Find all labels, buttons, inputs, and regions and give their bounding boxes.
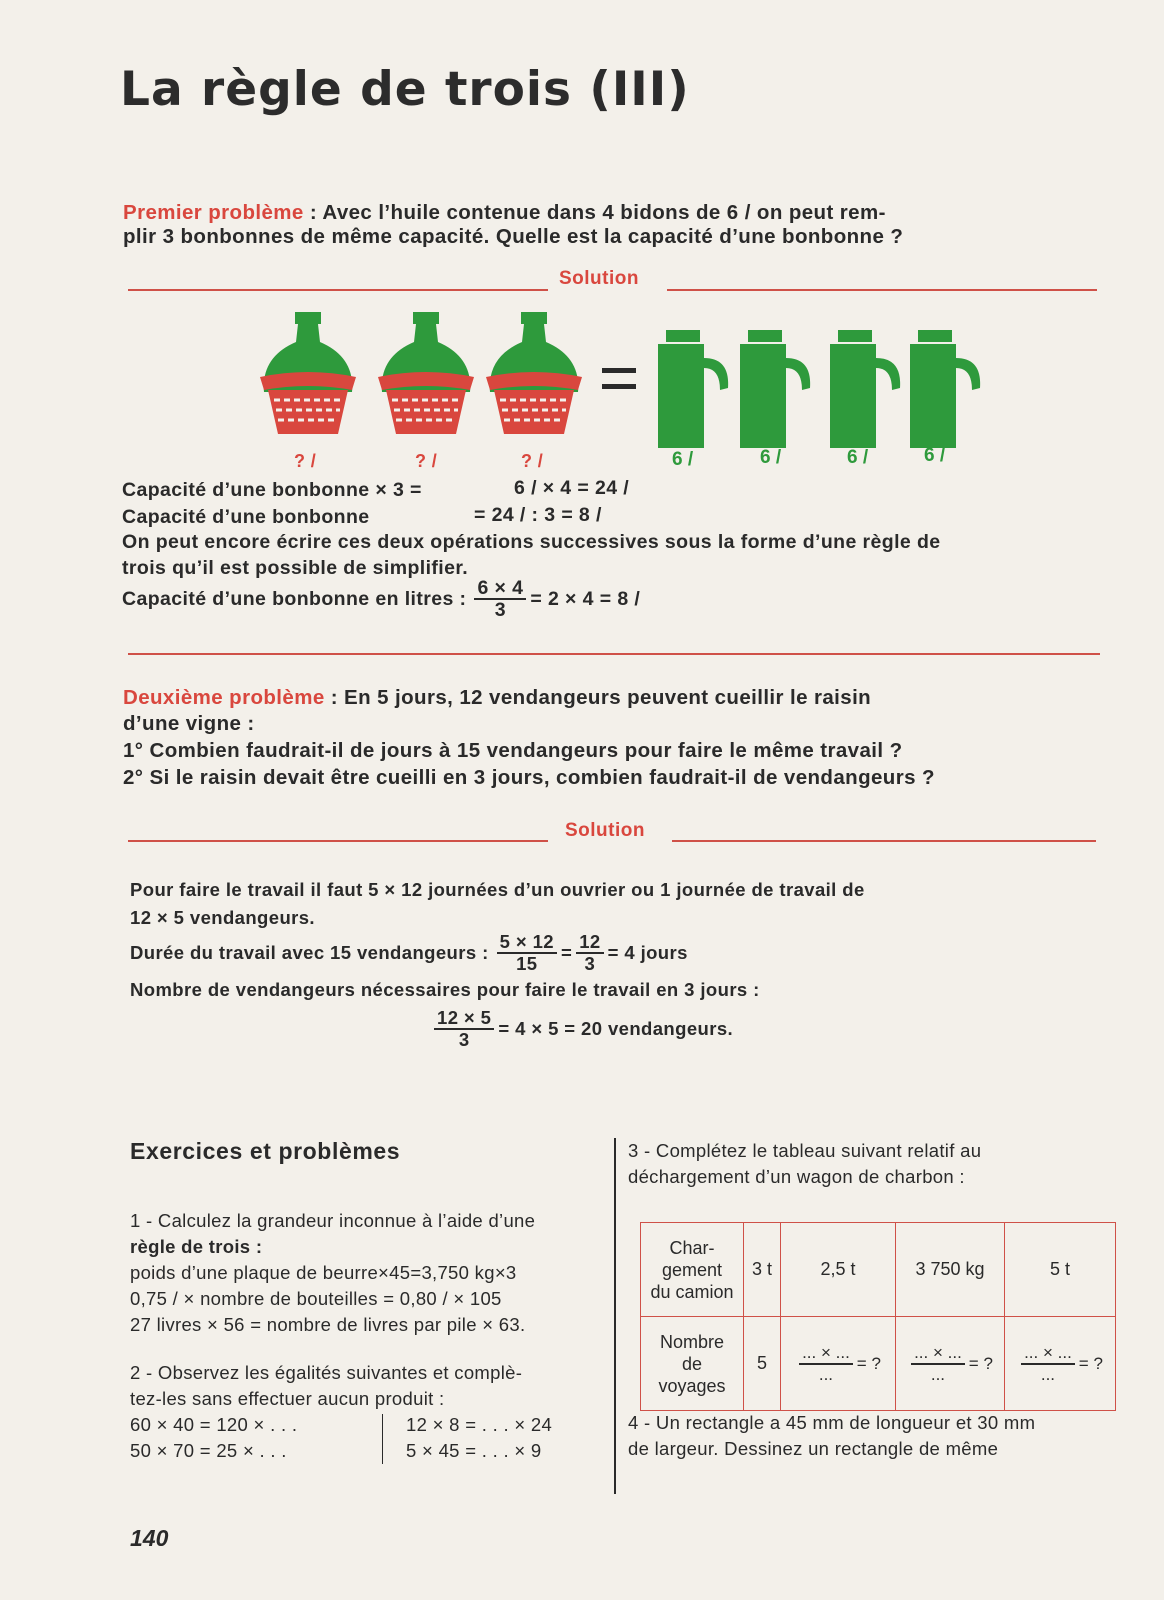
solution-rule-left — [128, 289, 548, 291]
solution-rule-right — [672, 840, 1096, 842]
problem1-statement-line2: plir 3 bonbonnes de même capacité. Quelle est la capacité d’une bonbonne ? — [123, 225, 904, 248]
bidon-capacity-label: 6 / — [760, 447, 782, 468]
exercise-3: 3 - Complétez le tableau suivant relatif au déchargement d’un wagon de charbon : — [628, 1140, 982, 1187]
table-fill-cell[interactable]: $\frac{... \times ...}{...}$ = ? — [1005, 1317, 1116, 1411]
exercises-heading: Exercices et problèmes — [130, 1138, 401, 1164]
page-number: 140 — [130, 1525, 169, 1551]
bonbonne-capacity-label: ? / — [294, 451, 317, 471]
exercise-2-eq-3: 12 × 8 = . . . × 24 — [406, 1414, 553, 1435]
bonbonne-capacity-label: ? / — [521, 451, 544, 471]
problem2-question-1: 1° Combien faudrait-il de jours à 15 vendangeurs pour faire le même travail ? — [123, 739, 903, 762]
table-cell: 2,5 t — [781, 1223, 896, 1317]
duration-fraction-2: $\frac{12}{3}$ — [576, 932, 603, 974]
calc3: Capacité d’une bonbonne en litres : $\frac{6 \times 4}{3}$ = 2 × 4 = 8 / — [122, 577, 641, 621]
bonbonne-icon — [260, 312, 356, 434]
column-divider — [614, 1138, 616, 1494]
bidon-icon — [910, 330, 980, 448]
exercise-2-eq-2: 50 × 70 = 25 × . . . — [130, 1440, 287, 1461]
calc2-left: Capacité d’une bonbonne — [122, 506, 370, 528]
exercise-1: 1 - Calculez la grandeur inconnue à l’aide d’une règle de trois : poids d’une plaque de beurre×45=3,750 kg×3 0,75 / × nombre de bouteilles = 0,80 / × 105 27 livres × 56 = nombre de livres par pile × 63. — [130, 1210, 536, 1335]
problem2-solution-line1: Pour faire le travail il faut 5 × 12 journées d’un ouvrier ou 1 journée de travail de — [130, 879, 865, 900]
calc1-right: 6 / × 4 = 24 / — [514, 477, 630, 499]
page-title: La règle de trois (III) — [120, 62, 690, 117]
solution-label-2: Solution — [565, 820, 645, 841]
solution-label-1: Solution — [559, 268, 639, 289]
bonbonne-icon — [378, 312, 474, 434]
solution-rule-right — [667, 289, 1097, 291]
exercise-3-table — [640, 1222, 1116, 1411]
table-cell: 3 750 kg — [896, 1223, 1005, 1317]
table-header-cell: Nombre de voyages — [641, 1317, 744, 1411]
problem2-question-2: 2° Si le raisin devait être cueilli en 3 jours, combien faudrait-il de vendangeurs ? — [123, 766, 935, 789]
exercise-4: 4 - Un rectangle a 45 mm de longueur et 30 mm de largeur. Dessinez un rectangle de même — [628, 1412, 1036, 1459]
table-fill-cell[interactable]: $\frac{... \times ...}{...}$ = ? — [896, 1317, 1005, 1411]
duration-fraction-1: $\frac{5 \times 12}{15}$ — [497, 932, 557, 974]
table-cell: 5 t — [1005, 1223, 1116, 1317]
problem1-note-2: trois qu’il est possible de simplifier. — [122, 557, 469, 579]
calc1-left: Capacité d’une bonbonne × 3 = — [122, 479, 422, 501]
bidon-icon — [830, 330, 900, 448]
exercise-2-eq-1: 60 × 40 = 120 × . . . — [130, 1414, 298, 1435]
problem2-statement: Deuxième problème : En 5 jours, 12 vendangeurs peuvent cueillir le raisin — [123, 686, 872, 709]
section-divider — [128, 653, 1100, 655]
problem2-solution-line2: 12 × 5 vendangeurs. — [130, 907, 315, 928]
table-cell: 3 t — [744, 1223, 781, 1317]
exercise-2-divider — [382, 1414, 383, 1464]
problem2-statement-line2: d’une vigne : — [123, 712, 255, 735]
exercise-2-eq-4: 5 × 45 = . . . × 9 — [406, 1440, 542, 1461]
bonbonnes-bidons-illustration — [240, 300, 1000, 470]
problem2-workers-line: Nombre de vendangeurs nécessaires pour faire le travail en 3 jours : — [130, 979, 760, 1000]
exercise-2: 2 - Observez les égalités suivantes et complè- tez-les sans effectuer aucun produit : — [130, 1362, 523, 1409]
table-cell: 5 — [744, 1317, 781, 1411]
calc3-fraction: $\frac{6 \times 4}{3}$ — [474, 578, 526, 620]
bidon-icon — [740, 330, 810, 448]
problem1-note: On peut encore écrire ces deux opérations successives sous la forme d’une règle de — [122, 531, 941, 553]
problem2-workers-result: $\frac{12 \times 5}{3}$ = 4 × 5 = 20 vendangeurs. — [430, 1008, 733, 1050]
bidon-capacity-label: 6 / — [672, 449, 694, 470]
problem2-label: Deuxième problème — [123, 686, 325, 709]
problem1-label: Premier problème — [123, 201, 304, 224]
table-fill-cell[interactable]: $\frac{... \times ...}{...}$ = ? — [781, 1317, 896, 1411]
bonbonne-icon — [486, 312, 582, 434]
problem1-statement: Premier problème : Avec l’huile contenue dans 4 bidons de 6 / on peut rem- — [123, 201, 886, 224]
bidon-capacity-label: 6 / — [847, 447, 869, 468]
solution-rule-left — [128, 840, 548, 842]
equals-sign-icon — [602, 368, 636, 389]
problem2-duration: Durée du travail avec 15 vendangeurs : $\frac{5 \times 12}{15}$ = $\frac{12}{3}$ = 4 jours — [130, 931, 688, 974]
bidon-icon — [658, 330, 728, 448]
workers-fraction: $\frac{12 \times 5}{3}$ — [434, 1008, 494, 1050]
table-header-cell: Char- gement du camion — [641, 1223, 744, 1317]
calc2-right: = 24 / : 3 = 8 / — [474, 504, 602, 526]
bidon-capacity-label: 6 / — [924, 445, 946, 466]
bonbonne-capacity-label: ? / — [415, 451, 438, 471]
